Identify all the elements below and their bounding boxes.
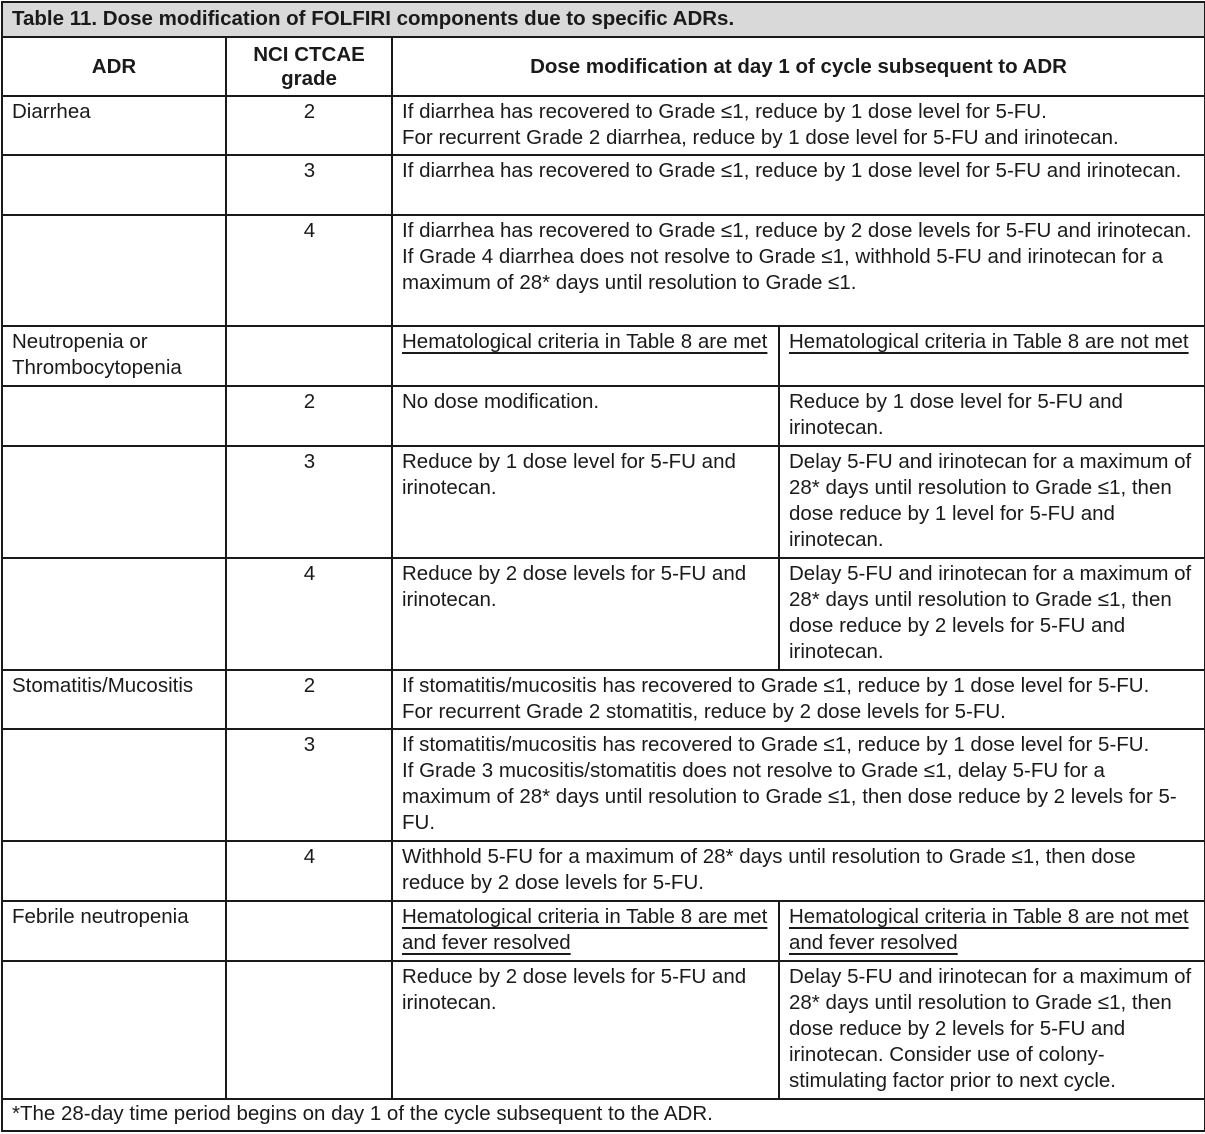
not-met-cell: Delay 5-FU and irinotecan for a maximum of 28* days until resolution to Grade ≤1, then dose reduce by 1 level for 5-FU and irinotecan. [779,446,1205,558]
adr-empty [2,215,226,326]
table-row [2,901,1205,961]
grade-cell: 4 [226,558,392,670]
table-caption: Table 11. Dose modification of FOLFIRI components due to specific ADRs. [2,2,1205,37]
footnote-row [2,1099,1205,1131]
adr-empty [2,961,226,1099]
grade-cell: 2 [226,670,392,729]
met-cell: No dose modification. [392,386,779,446]
dose-text: If diarrhea has recovered to Grade ≤1, reduce by 1 dose level for 5-FU and irinotecan. [402,159,1182,182]
grade-cell-empty [226,901,392,961]
adr-neutropenia: Neutropenia or Thrombocytopenia [2,326,226,386]
table-row [2,326,1205,386]
not-met-cell: Reduce by 1 dose level for 5-FU and irinotecan. [779,386,1205,446]
grade-cell: 3 [226,729,392,841]
dose-text: If diarrhea has recovered to Grade ≤1, reduce by 2 dose levels for 5-FU and irinotecan. [402,219,1192,242]
not-met-cell: Delay 5-FU and irinotecan for a maximum of 28* days until resolution to Grade ≤1, then dose reduce by 2 levels for 5-FU and irinotecan. [779,558,1205,670]
adr-empty [2,841,226,901]
dose-cell [392,841,1205,901]
criteria-met-label: Hematological criteria in Table 8 are met and fever resolved [402,905,768,954]
header-dose: Dose modification at day 1 of cycle subsequent to ADR [392,37,1205,96]
table-row [2,961,1205,1099]
adr-diarrhea: Diarrhea [2,96,226,155]
table-row [2,96,1205,155]
table-row [2,155,1205,215]
grade-cell: 3 [226,446,392,558]
dose-cell [392,155,1205,215]
dose-text: If stomatitis/mucositis has recovered to Grade ≤1, reduce by 1 dose level for 5-FU. [402,674,1150,697]
met-cell: Reduce by 1 dose level for 5-FU and irinotecan. [392,446,779,558]
met-cell: Reduce by 2 dose levels for 5-FU and irinotecan. [392,961,779,1099]
table-footnote: *The 28-day time period begins on day 1 of the cycle subsequent to the ADR. [2,1099,1205,1131]
dose-cell [392,215,1205,326]
table-row [2,215,1205,326]
dose-cell [392,96,1205,155]
adr-stomatitis: Stomatitis/Mucositis [2,670,226,729]
criteria-met-header [392,326,779,386]
grade-cell: 3 [226,155,392,215]
criteria-not-met-header [779,326,1205,386]
header-grade: NCI CTCAE grade [226,37,392,96]
dose-modification-table [1,1,1205,1132]
adr-empty [2,446,226,558]
table-row [2,841,1205,901]
table-row [2,729,1205,841]
table-row [2,386,1205,446]
met-cell: Reduce by 2 dose levels for 5-FU and irinotecan. [392,558,779,670]
dose-text: Withhold 5-FU for a maximum of 28* days until resolution to Grade ≤1, then dose reduce by 2 dose levels for 5-FU. [402,845,1136,894]
criteria-met-header [392,901,779,961]
dose-text: If Grade 4 diarrhea does not resolve to Grade ≤1, withhold 5-FU and irinotecan for a maximum of 28* days until resolution to Grade ≤1. [402,245,1164,294]
adr-empty [2,155,226,215]
dose-text: For recurrent Grade 2 diarrhea, reduce by 1 dose level for 5-FU and irinotecan. [402,126,1119,149]
adr-empty [2,386,226,446]
adr-febrile: Febrile neutropenia [2,901,226,961]
dose-text: If stomatitis/mucositis has recovered to Grade ≤1, reduce by 1 dose level for 5-FU. [402,733,1150,756]
adr-empty [2,558,226,670]
criteria-met-label: Hematological criteria in Table 8 are met [402,330,768,353]
criteria-not-met-label: Hematological criteria in Table 8 are not met and fever resolved [789,905,1189,954]
grade-cell: 4 [226,215,392,326]
header-row [2,37,1205,96]
grade-cell-empty [226,961,392,1099]
grade-cell-empty [226,326,392,386]
criteria-not-met-header [779,901,1205,961]
table-row [2,670,1205,729]
dose-cell [392,729,1205,841]
header-adr: ADR [2,37,226,96]
grade-cell: 2 [226,96,392,155]
grade-cell: 4 [226,841,392,901]
table-row [2,446,1205,558]
dose-text: If diarrhea has recovered to Grade ≤1, reduce by 1 dose level for 5-FU. [402,100,1047,123]
not-met-cell: Delay 5-FU and irinotecan for a maximum of 28* days until resolution to Grade ≤1, then dose reduce by 2 levels for 5-FU and irinotecan. Consider use of colony-stimulating factor prior to next cycle. [779,961,1205,1099]
criteria-not-met-label: Hematological criteria in Table 8 are not met [789,330,1189,353]
dose-text: For recurrent Grade 2 stomatitis, reduce by 2 dose levels for 5-FU. [402,700,1006,723]
dose-text: If Grade 3 mucositis/stomatitis does not resolve to Grade ≤1, delay 5-FU for a maximum of 28* days until resolution to Grade ≤1, then dose reduce by 2 levels for 5-FU. [402,759,1177,834]
dose-cell [392,670,1205,729]
table-row [2,558,1205,670]
grade-cell: 2 [226,386,392,446]
adr-empty [2,729,226,841]
